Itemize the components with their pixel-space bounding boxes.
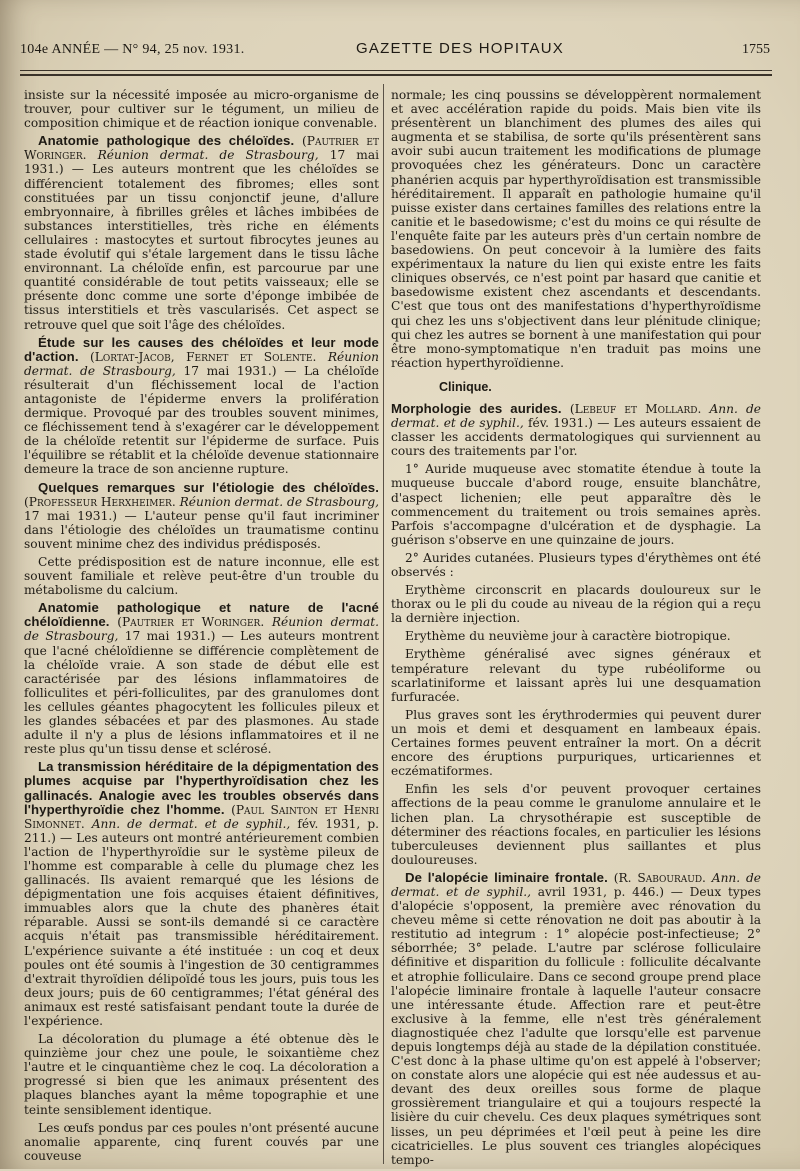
right-column [391, 88, 761, 1171]
list-item: 1° Auride muqueuse avec stomatite étendue à toute la muqueuse buccale d'abord rouge, ensuite blanchâtre, d'aspect lichenien; elle peut apparaître dès le commencement du traitement ou trois semaines après. Parfois s'accompagne d'ulcération et de dysphagie. La guérison s'observe en une quinzaine de jours. [391, 462, 761, 547]
continued-paragraph: normale; les cinq poussins se développèrent normalement et avec accélération rapide du poids. Mais bien vite ils présentèrent un blanchiment des plumes des ailes qui augmenta et se stabilisa, de sorte qu'ils présentèrent sans avoir subi aucun traitement les modifications de plumage provoquées chez les générateurs. Donc un caractère phanérien acquis par hyperthyroïdisation est transmissible héréditairement. Il apparaît en pathologie humaine qu'il puisse exister dans certaines familles des relations entre la canitie et le basedowisme; c'est du moins ce qui résulte de l'enquête faite par les auteurs près d'un certain nombre de basedowiens. On peut concevoir à la lumière des faits expérimentaux la nature du lien qui existe entre les faits cliniques observés, ce n'est point par hasard que canitie et basedowisme existent chez ascendants et descendants. C'est que tous ont des manifestations d'hyperthyroïdisme qui chez les uns s'objectivent dans leur plénitude clinique; qui chez les autres se bornent à une manifestation qui pour être mono-symptomatique n'en traduit pas moins une réaction hyperthyroïdienne. [391, 88, 761, 370]
article-journal: Ann. de dermat. et de syphil., [391, 870, 761, 899]
header-rule-thin [20, 70, 772, 71]
article-body: 17 mai 1931.) — Les auteurs montrent que l'acné chéloïdienne se différencie complètement de la chéloïde vraie. A son stade de début elle est caractérisée par des lésions inflammatoires de folliculites et péri-folliculites, par des granulomes dont les cellules géantes phagocytent les follicules pileux et les glandes sébacées et par des plasmones. Au stade adulte il n'y a plus de lésions inflammatoires et il ne reste plus qu'un tissu dense et sclérosé. [24, 629, 379, 757]
article-body: fév. 1931, p. 211.) — Les auteurs ont montré antérieurement combien l'action de l'hyperthyroïdie sur le système pileux de l'homme est comparable à celle du plumage chez les gallinacés. Ils avaient remarqué que les lésions de dépigmentation une fois acquises étaient définitives, immuables alors que la chute des phanères était réparable. Aussi se sont-ils demandé si ce caractère acquis n'était pas transmissible héréditairement. L'expérience suivante a été instituée : un coq et deux poules ont été soumis à l'ingestion de 30 centigrammes d'extrait thyroïdien délipoïdé tous les jours, puis tous les deux jours; puis de 60 centigrammes; l'état général des animaux est resté satisfaisant pendant toute la durée de l'expérience. [24, 816, 380, 1028]
article-authors: (R. Sabouraud. [613, 870, 706, 885]
article-authors: (Professeur Herxheimer. [24, 494, 176, 509]
left-column [24, 88, 379, 1167]
header-rule-thick [20, 74, 772, 76]
article-journal: Réunion dermat. de Strasbourg, [24, 615, 380, 644]
article-alopecie-liminaire [391, 871, 761, 1167]
article-title: La transmission héréditaire de la dépigmentation des plumes acquise par l'hyperthyroïdisation chez les gallinacés. Analogie avec les troubles observés dans l'hyperthyroïdie chez l'homme. [24, 759, 379, 817]
article-title: Morphologie des aurides. [391, 400, 562, 416]
article-authors: (Paul Sainton et Henri Simonnet. [24, 802, 379, 831]
article-body: avril 1931, p. 446.) — Deux types d'alopécie s'opposent, la première avec rénovation du cheveu même si cette rénovation ne doit pas aboutir à la restitutio ad integrum : 1° alopécie post-infectieuse; 2° séborrhée; 3° pelade. L'autre par sclérose folliculaire définitive et disparition du follicule : folliculite décalvante et atrophie folliculaire. Dans ce second groupe prend place l'alopécie liminaire frontale à laquelle l'auteur consacre une intéressante étude. Affection rare et peut-être exclusive à la femme, elle n'est très généralement diagnostiquée chez l'adulte que lorsqu'elle est parvenue depuis longtemps déjà au stade de la dépilation constituée. C'est donc à la phase ultime qu'on est appelé à l'observer; on constate alors une alopécie qui est née audessus et au-devant des deux oreilles sous forme de plaque grossièrement triangulaire et qui a toujours respecté la lisière du cuir chevelu. Ces deux plaques symétriques sont lisses, un peu déprimées et l'œil peut à peine les dire cicatricielles. Le plus souvent ces triangles alopéciques tempo- [391, 884, 762, 1167]
article-authors: (Lortat-Jacob, Fernet et Solente. [90, 349, 317, 364]
article-authors: (Lebeuf et Mollard. [569, 401, 702, 416]
article-cheloides-etiologie [24, 481, 379, 551]
article-authors: (Pautrier et Woringer. [24, 134, 380, 163]
article-aurides [391, 402, 761, 458]
list-item: Erythème généralisé avec signes généraux et température relevant du type rubéoliforme ou scarlatiniforme et laissant après lui une desquamation furfuracée. [391, 647, 761, 704]
list-item: Erythème du neuvième jour à caractère biotropique. [405, 629, 731, 644]
article-body: 17 mai 1931.) — Les auteurs montrent que les chéloïdes se différencient totalement des fibromes; elles sont constituées par un tissu conjonctif jeune, d'allure embryonnaire, à fibrilles grêles et lâches imbibées de substances interstitielles, très riche en éléments cellulaires : mastocytes et surtout fibrocytes jeunes au stade évolutif qui s'étale largement dans le tissu lâche environnant. La chéloïde enfin, est parcourue par une quantité considérable de tout petits vaisseaux; elle se présente donc comme une sorte d'éponge imbibée de tissus interstitiels et très vascularisés. Cet aspect se retrouve quel que soit l'âge des chéloïdes. [24, 148, 380, 332]
article-title: Quelques remarques sur l'étiologie des chéloïdes. [38, 479, 379, 495]
page-header [20, 40, 770, 66]
section-heading-clinique: Clinique. [439, 379, 492, 394]
article-title: Anatomie pathologique et nature de l'acné chéloïdienne. [24, 600, 379, 630]
article-title: Étude sur les causes des chéloïdes et leur mode d'action. [24, 334, 379, 364]
column-divider [383, 84, 384, 1164]
article-title: Anatomie pathologique des chéloïdes. [38, 133, 295, 149]
article-cheloides-causes [24, 336, 379, 477]
article-journal: Réunion dermat. de Strasbourg, [179, 494, 380, 509]
list-item: 2° Aurides cutanées. Plusieurs types d'érythèmes ont été observés : [391, 550, 761, 579]
article-body: 17 mai 1931.) — La chéloïde résulterait d'un fléchissement local de l'action antagoniste de l'épiderme envers la prolifération dermique. Provoqué par des troubles souvent minimes, ce fléchissement tend à s'exagérer car le développement de la chéloïde retentit sur l'épiderme de surface. Puis l'équilibre se rétablit et la chéloïde devenue stationnaire demeure la trace de son ancienne rupture. [24, 363, 380, 477]
article-paragraph: Les œufs pondus par ces poules n'ont présenté aucune anomalie apparente, cinq furent couvés par une couveuse [24, 1120, 379, 1163]
article-depigmentation-plumes [24, 760, 379, 1028]
article-title: De l'alopécie liminaire frontale. [405, 869, 608, 885]
list-item: Erythème circonscrit en placards douloureux sur le thorax ou le pli du coude au niveau de la région qui a reçu la dernière injection. [391, 583, 761, 626]
article-body: 17 mai 1931.) — L'auteur pense qu'il faut incriminer dans l'étiologie des chéloïdes un traumatisme continu souvent minime chez des individus prédisposés. [24, 508, 379, 551]
article-paragraph: Cette prédisposition est de nature inconnue, elle est souvent familiale et relève peut-être d'un trouble du métabolisme du calcium. [24, 555, 379, 598]
issue-line: 104e ANNÉE — N° 94, 25 nov. 1931. [20, 42, 245, 57]
article-journal: Ann. de dermat. et de syphil., [391, 401, 762, 431]
article-journal: Réunion dermat. de Strasbourg, [97, 148, 319, 163]
article-journal: Réunion dermat. de Strasbourg, [24, 349, 379, 378]
journal-title: GAZETTE DES HOPITAUX [356, 40, 564, 57]
article-acne-cheloidienne [24, 601, 379, 756]
article-paragraph: La décoloration du plumage a été obtenue dès le quinzième jour chez une poule, le soixantième chez l'autre et le cinquantième chez le coq. La décoloration a progressé si bien que les animaux présentent des plaques blanches ayant la même topographie et une teinte sensiblement identique. [24, 1032, 379, 1117]
list-item: Plus graves sont les érythrodermies qui peuvent durer un mois et demi et desquament en lambeaux épais. Certaines formes peuvent entraîner la mort. On a décrit encore des éruptions purpuriques, urticariennes et eczématiformes. [391, 707, 761, 779]
intro-paragraph: insiste sur la nécessité imposée au micro-organisme de trouver, pour cultiver sur le tégument, un milieu de composition chimique et de réaction ionique convenable. [24, 88, 379, 131]
article-authors: (Pautrier et Woringer. [117, 615, 265, 630]
list-item: Enfin les sels d'or peuvent provoquer certaines affections de la peau comme le granulome annulaire et le lichen plan. La chrysothérapie est susceptible de déterminer des réactions focales, en particulier les lésions tuberculeuses deviennent plus saillantes et plus douloureuses. [391, 782, 761, 867]
article-journal: Ann. de dermat. et de syphil., [91, 816, 291, 831]
article-body: fév. 1931.) — Les auteurs essaient de classer les accidents dermatologiques qui surviennent au cours des traitements par l'or. [391, 416, 762, 459]
article-cheloides-anatomie [24, 134, 379, 331]
page-number: 1755 [742, 42, 770, 57]
